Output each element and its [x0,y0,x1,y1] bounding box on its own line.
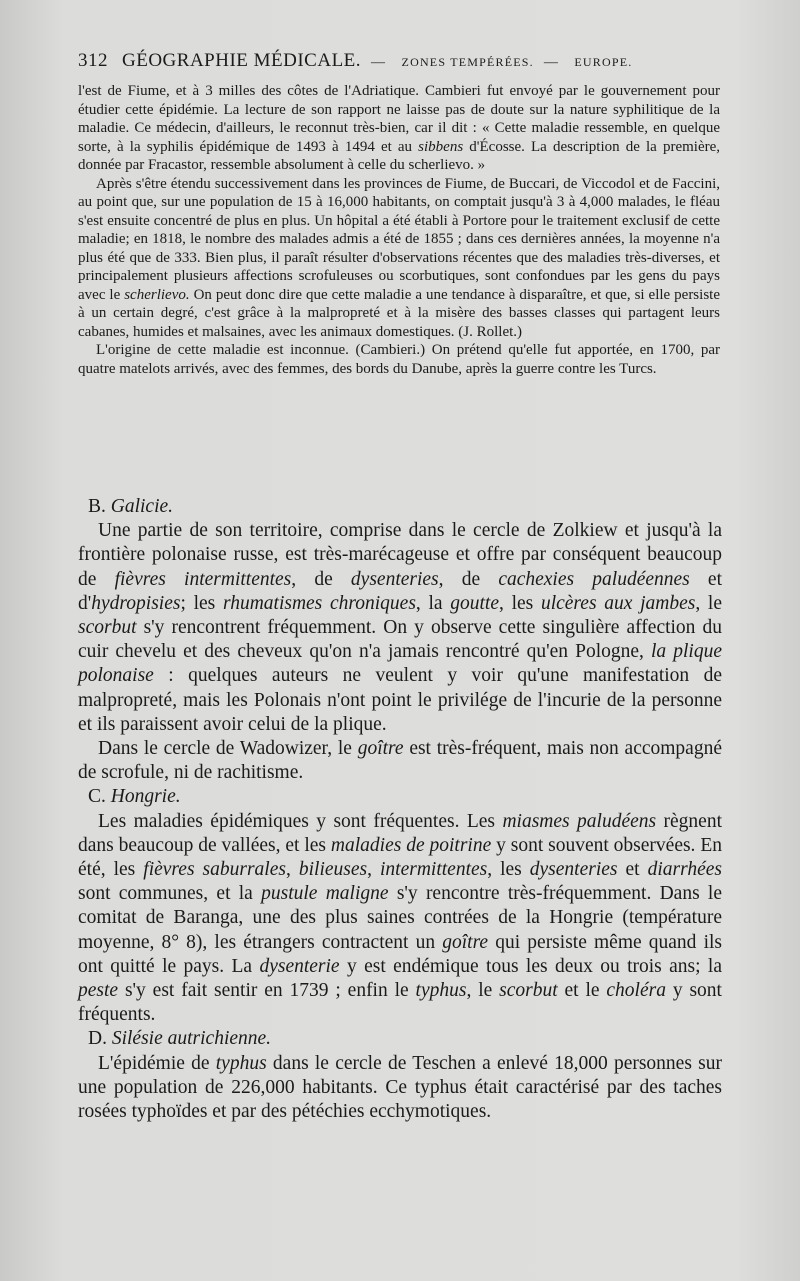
paragraph-galicie: Une partie de son territoire, comprise dans le cercle de Zolkiew et jusqu'à la frontière polonaise russe, est très-marécageuse et offre par conséquent beaucoup de fièvres intermittentes, de dysenteries, de cachexies paludéennes et d'hydropisies; les rhumatismes chroniques, la goutte, les ulcères aux jambes, le scorbut s'y rencontrent fréquemment. On y observe cette singulière affection du cuir chevelu et des cheveux qu'on n'a jamais rencontré qu'en Pologne, la plique polonaise : quelques auteurs ne veulent y voir qu'une manifestation de malpropreté, mais les Polonais n'ont point le privilége de l'incurie de la personne et ils paraissent avoir celui de la plique. [78,520,723,735]
paragraph-wadowizer: Dans le cercle de Wadowizer, le goître est très-fréquent, mais non accompagné de scrofule, ni de rachitisme. [78,738,722,784]
paragraph-origin: L'origine de cette maladie est inconnue. (Cambieri.) On prétend qu'elle fut apportée, en 1700, par quatre matelots arrivés, avec des femmes, des bords du Danube, après la guerre contre les Turcs. [78,342,720,377]
heading-hongrie: C. Hongrie. [88,786,181,808]
main-text-block [78,495,722,1124]
running-header [78,50,738,72]
book-title: GÉOGRAPHIE MÉDICALE. [122,50,362,71]
header-separator-2: — [543,55,559,70]
region-title: EUROPE. [574,55,633,69]
heading-galicie: B. Galicie. [88,496,174,517]
paragraph-silesie: L'épidémie de typhus dans le cercle de Teschen a enlevé 18,000 personnes sur une population de 226,000 habitants. Ce typhus était caractérisé par des taches rosées typhoïdes et par des pétéchies ecchymotiques. [78,1052,722,1123]
paragraph-hongrie: Les maladies épidémiques y sont fréquentes. Les miasmes paludéens règnent dans beaucoup de vallées, et les maladies de poitrine y sont souvent observées. En été, les fièvres saburrales, bilieuses, intermittentes, les dysenteries et diarrhées sont communes, et la pustule maligne s'y rencontre très-fréquemment. Dans le comitat de Baranga, une des plus saines contrées de la Hongrie (température moyenne, 8° 8), les étrangers contractent un goître qui persiste même quand ils ont quitté le pays. La dysenterie y est endémique tous les deux ou trois ans; la peste s'y est fait sentir en 1739 ; enfin le typhus, le scorbut et le choléra y sont fréquents. [78,810,723,1026]
paragraph-spread: Après s'être étendu successivement dans les provinces de Fiume, de Buccari, de Viccodol et de Faccini, au point que, sur une population de 15 à 16,000 habitants, on comptait jusqu'à 3 à 4,000 malades, le fléau s'est ensuite concentré de plus en plus. Un hôpital a été établi à Portore pour le traitement exclusif de cette maladie; en 1818, le nombre des malades admis a été de 1855 ; dans ces dernières années, la moyenne n'a plus été que de 333. Bien plus, il paraît résulter d'observations récentes que des maladies très-diverses, et principalement plusieurs affections scrofuleuses ou scorbutiques, sont confondues par les gens du pays avec le scherlievo. On peut donc dire que cette maladie a une tendance à disparaître, et que, si elle persiste à un certain degré, c'est grâce à la malpropreté et à la misère des basses classes qui partagent leurs cabanes, humides et malsaines, avec les animaux domestiques. (J. Rollet.) [78,175,720,340]
heading-silesie: D. Silésie autrichienne. [88,1028,272,1050]
page-number: 312 [78,50,108,71]
paragraph-fiume: l'est de Fiume, et à 3 milles des côtes de l'Adriatique. Cambieri fut envoyé par le gouvernement pour étudier cette épidémie. La lecture de son rapport ne laisse pas de doute sur la nature syphilitique de la maladie. Ce médecin, d'ailleurs, le reconnut très-bien, car il dit : « Cette maladie ressemble, en quelque sorte, à la syphilis épidémique de 1493 à 1494 et au sibbens d'Écosse. La description de la première, donnée par Fracastor, ressemble absolument à celle du scherlievo. » [78,83,721,173]
section-title: ZONES TEMPÉRÉES. [401,55,534,69]
header-separator: — [371,55,386,70]
small-print-block [78,82,720,378]
